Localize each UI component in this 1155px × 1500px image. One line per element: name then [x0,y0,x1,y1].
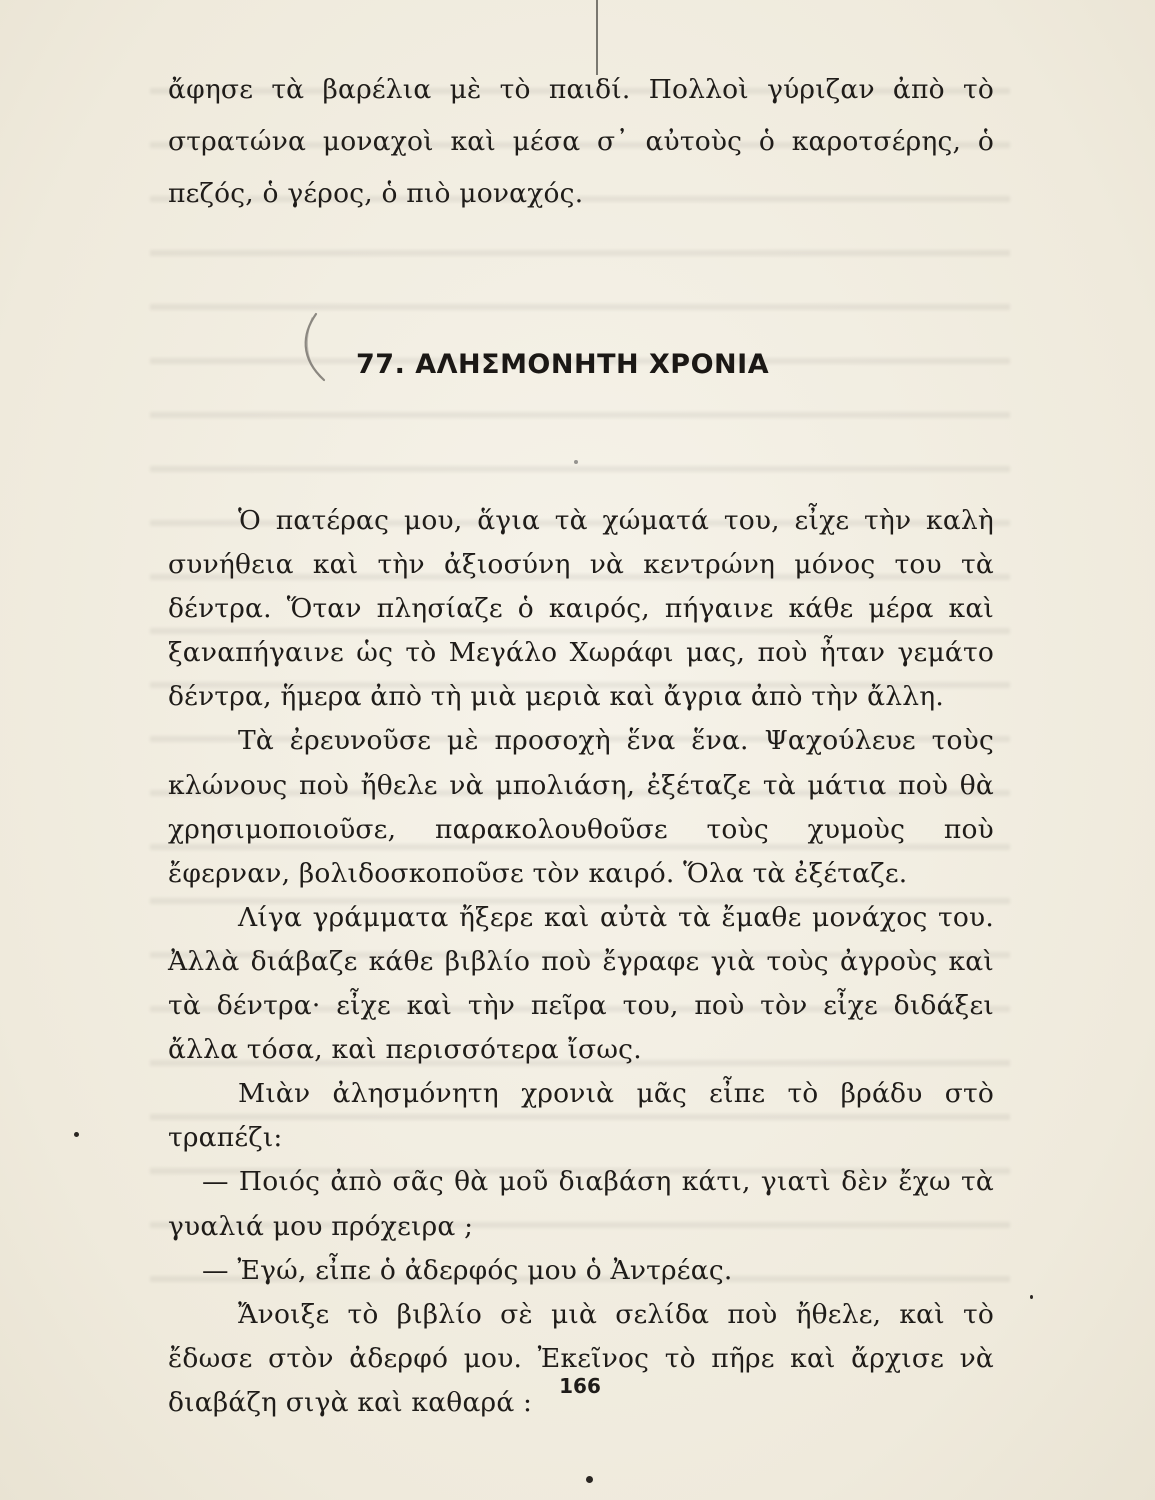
paragraph: Μιὰν ἀλησμόνητη χρονιὰ μᾶς εἶπε τὸ βράδυ στὸ τραπέζι: [168,1078,994,1154]
continuation-paragraph: ἄφησε τὰ βαρέλια μὲ τὸ παιδί. Πολλοὶ γύριζαν ἀπὸ τὸ στρατώνα μοναχοὶ καὶ μέσα σ᾿ αὐτοὺς ὁ καροτσέρης, ὁ πεζός, ὁ γέρος, ὁ πιὸ μοναχός. [168,74,994,209]
dialogue-line: — Ἐγώ, εἶπε ὁ ἀδερφός μου ὁ Ἀντρέας. [202,1254,733,1286]
page-number: 166 [559,1374,601,1398]
pencil-bracket-mark [290,310,330,385]
dialogue-line: — Ποιός ἀπὸ σᾶς θὰ μοῦ διαβάση κάτι, γιατὶ δὲν ἔχω τὰ γυαλιά μου πρόχειρα ; [168,1166,994,1242]
ornament-dot [574,460,578,464]
chapter-body [168,499,994,1425]
ink-speck [1030,1295,1033,1299]
ink-speck [586,1476,593,1483]
chapter-title: 77. ΑΛΗΣΜΟΝΗΤΗ ΧΡΟΝΙΑ [356,349,770,380]
paragraph: Ἄνοιξε τὸ βιβλίο σὲ μιὰ σελίδα ποὺ ἤθελε, καὶ τὸ ἔδωσε στὸν ἀδερφό μου. Ἐκεῖνος τὸ πῆρε καὶ ἄρχισε νὰ διαβάζη σιγὰ καὶ καθαρά : [168,1298,994,1418]
ink-speck [74,1132,79,1137]
paragraph: Λίγα γράμματα ἤξερε καὶ αὐτὰ τὰ ἔμαθε μονάχος του. Ἀλλὰ διάβαζε κάθε βιβλίο ποὺ ἔγραφε γιὰ τοὺς ἀγροὺς καὶ τὰ δέντρα· εἶχε καὶ τὴν πεῖρα του, ποὺ τὸν εἶχε διδάξει ἄλλα τόσα, καὶ περισσότερα ἴσως. [168,901,994,1066]
paragraph: Ὁ πατέρας μου, ἅγια τὰ χώματά του, εἶχε τὴν καλὴ συνήθεια καὶ τὴν ἀξιοσύνη νὰ κεντρώνη μόνος του τὰ δέντρα. Ὅταν πλησίαζε ὁ καιρός, πήγαινε κάθε μέρα καὶ ξαναπήγαινε ὡς τὸ Μεγάλο Χωράφι μας, ποὺ ἦταν γεμάτο δέντρα, ἥμερα ἀπὸ τὴ μιὰ μεριὰ καὶ ἄγρια ἀπὸ τὴν ἄλλη. [168,505,994,713]
paragraph: Τὰ ἐρευνοῦσε μὲ προσοχὴ ἕνα ἕνα. Ψαχούλευε τοὺς κλώνους ποὺ ἤθελε νὰ μπολιάση, ἐξέταζε τὰ μάτια ποὺ θὰ χρησιμοποιοῦσε, παρακολουθοῦσε τοὺς χυμοὺς ποὺ ἔφερναν, βολιδοσκοποῦσε τὸν καιρό. Ὅλα τὰ ἐξέταζε. [168,725,994,889]
